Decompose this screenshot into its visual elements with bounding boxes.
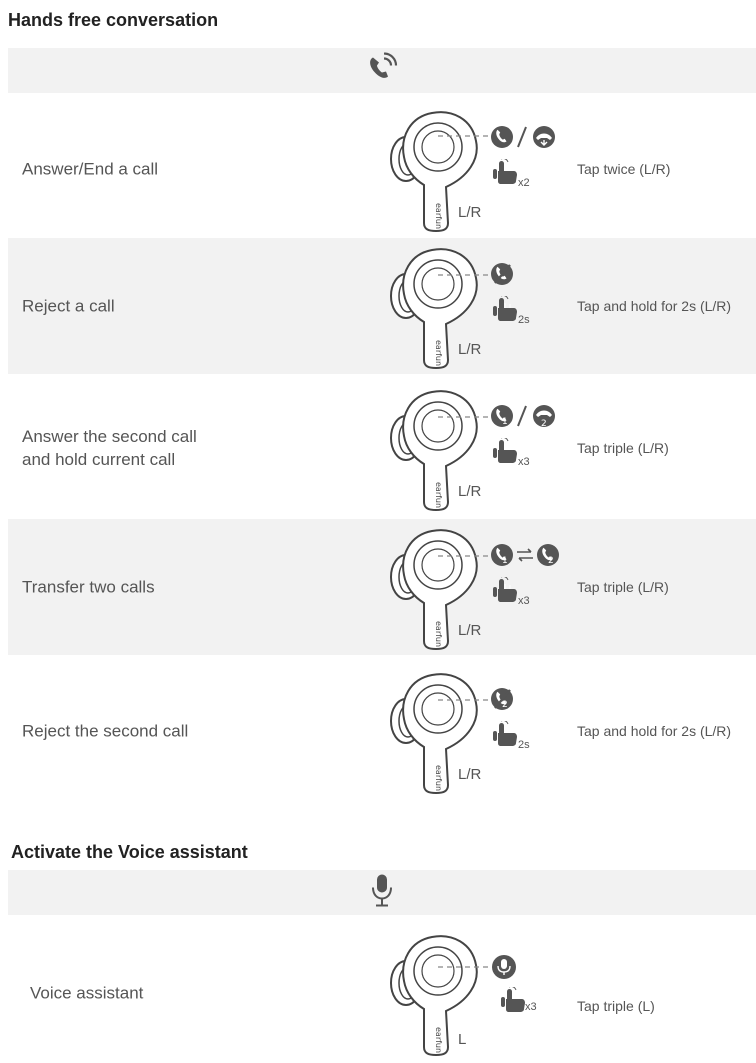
tap-hand-icon <box>498 987 526 1013</box>
dashed-line <box>438 698 494 702</box>
second-call-hold-icons <box>490 402 560 430</box>
phone-call-icon <box>365 52 399 89</box>
tap-count: x2 <box>518 177 530 189</box>
dashed-line <box>438 134 494 138</box>
earbud-side: L/R <box>458 341 482 358</box>
tap-count: x3 <box>525 1001 537 1013</box>
svg-text:2: 2 <box>548 556 554 566</box>
tap-hand-icon <box>490 577 518 603</box>
row-label: Transfer two calls <box>22 577 155 597</box>
tap-hand-icon <box>490 721 518 747</box>
earbud-side: L/R <box>458 204 482 221</box>
row-label: Reject a call <box>22 296 115 316</box>
hold-duration: 2s <box>518 739 530 751</box>
section-title-hands-free: Hands free conversation <box>8 10 219 30</box>
answer-end-call-icons <box>490 123 560 151</box>
section-title-voice-assistant: Activate the Voice assistant <box>11 842 248 862</box>
svg-text:2: 2 <box>502 700 508 710</box>
tap-count: x3 <box>518 595 530 607</box>
voice-assistant-band <box>8 870 756 915</box>
earbud-icon <box>380 927 490 1057</box>
svg-text:2: 2 <box>541 419 547 429</box>
svg-text:1: 1 <box>502 417 508 427</box>
row-reject-second-call <box>8 663 756 799</box>
tap-hand-icon <box>490 296 518 322</box>
earbud-side: L/R <box>458 622 482 639</box>
row-reject-call <box>8 238 756 374</box>
earbud-side: L <box>458 1031 467 1048</box>
row-second-call-hold <box>8 380 756 516</box>
row-label: Reject the second call <box>22 721 189 741</box>
voice-mic-icon <box>490 953 518 981</box>
row-transfer-calls <box>8 519 756 655</box>
tap-hand-icon <box>490 159 518 185</box>
action-text: Tap triple (L/R) <box>577 579 669 595</box>
row-voice-assistant <box>8 925 756 1061</box>
dashed-line <box>438 554 494 558</box>
microphone-icon <box>370 873 394 912</box>
row-label: Answer/End a call <box>22 159 159 179</box>
tap-hand-icon <box>490 438 518 464</box>
earbud-side: L/R <box>458 766 482 783</box>
transfer-calls-icons <box>490 541 560 569</box>
action-text: Tap twice (L/R) <box>577 161 671 177</box>
earbud-side: L/R <box>458 483 482 500</box>
reject-call-icon <box>490 260 518 288</box>
dashed-line <box>438 273 494 277</box>
tap-count: x3 <box>518 456 530 468</box>
action-text: Tap triple (L/R) <box>577 440 669 456</box>
hold-duration: 2s <box>518 314 530 326</box>
dashed-line <box>438 965 494 969</box>
row-label: Answer the second call and hold current call <box>22 427 197 469</box>
action-text: Tap and hold for 2s (L/R) <box>577 723 732 739</box>
action-text: Tap triple (L) <box>577 998 655 1014</box>
svg-text:1: 1 <box>502 556 508 566</box>
dashed-line <box>438 415 494 419</box>
reject-second-call-icon <box>490 685 518 713</box>
action-text: Tap and hold for 2s (L/R) <box>577 298 732 314</box>
hands-free-band <box>8 48 756 93</box>
row-label: Voice assistant <box>30 983 144 1003</box>
row-answer-end-call <box>8 101 756 237</box>
